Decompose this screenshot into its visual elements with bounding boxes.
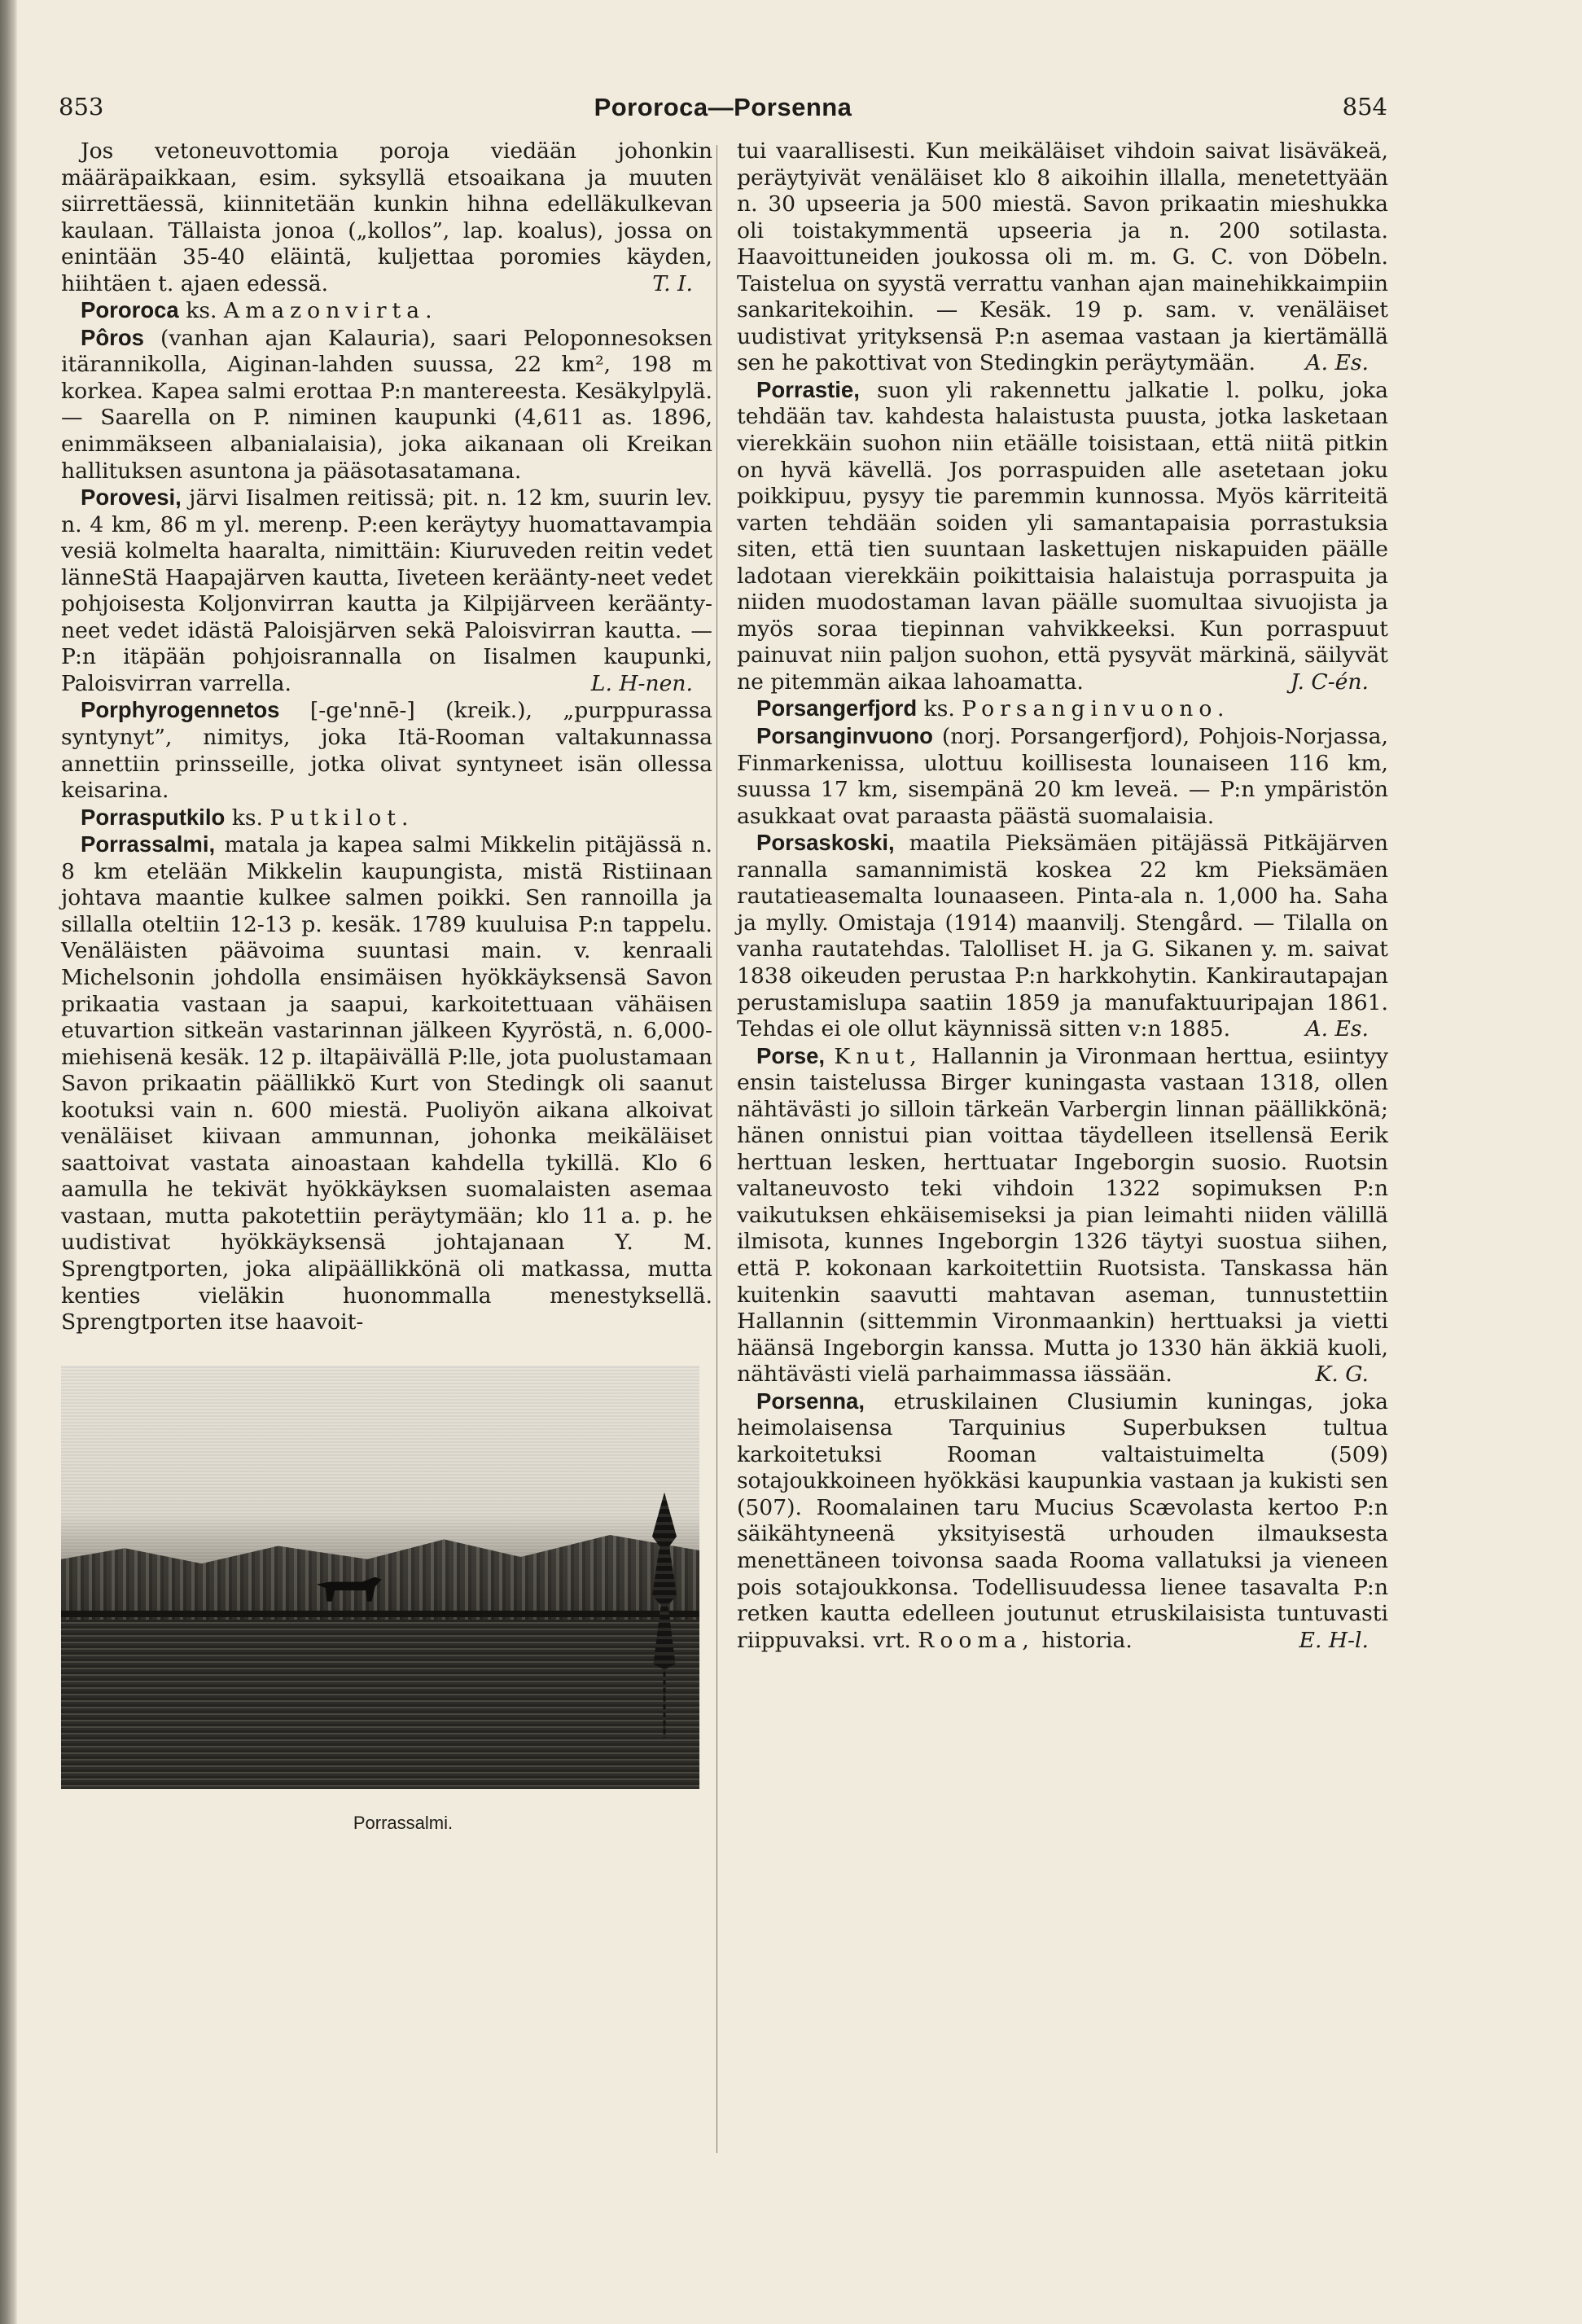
left-column [61, 138, 712, 1836]
cross-reference: Amazonvirta. [223, 298, 438, 324]
entry-porse [737, 1043, 1388, 1388]
photo-water [61, 1620, 699, 1789]
entry-text: suon yli rakennettu jalkatie l. polku, joka tehdään tav. kahdesta halaistusta puusta, jotka lasketaan vierekkäin suohon niin etäälle toisistaan, että niitä pitkin on hyvä kävellä. Jos porraspuiden alle asetetaan joku poikkipuu, pysyy tie paremmin kunnossa. Myös kärriteitä varten tehdään soiden yli samantapaisia porrastuksia siten, että tien suuntaan laskettujen niskapuiden päälle ladotaan vierekkäin poikittaisia halaistuja porraspuita ja niiden muodostaman lavan päälle suomultaa sivuojista ja myös soraa tiepinnan vahvikkeeksi. Kun porraspuut painuvat niin paljon suohon, että pysyvät märkinä, säilyvät ne pitemmän aikaa lahoamatta. [737, 377, 1388, 695]
see-also-ks: ks. [186, 298, 217, 324]
book-binding-edge [0, 0, 18, 2324]
photo-caption: Porrassalmi. [353, 1812, 454, 1833]
entry-porovesi [61, 485, 712, 697]
page-number-left: 853 [59, 93, 104, 121]
entry-porsenna [737, 1388, 1388, 1654]
entry-text: (norj. Porsangerfjord), Pohjois-Norjassa, Finmarkenissa, ulottuu koillisesta lounaiseen 116 km, suussa 17 km, sisempänä 20 km leveä. — P:n ympäristön asukkaat ovat paraasta päästä suomalaisia. [737, 724, 1388, 829]
entry-jos [61, 138, 712, 297]
see-also-ks: ks. [231, 805, 263, 831]
right-column [737, 138, 1388, 1654]
cross-reference: Putkilot. [270, 805, 414, 831]
porrassalmi-photograph [61, 1366, 699, 1789]
photo-bridge [61, 1611, 699, 1617]
cross-reference: Porsanginvuono. [962, 696, 1230, 722]
signature: T. I. [652, 270, 693, 296]
page-title: Pororoca—Porsenna [594, 93, 852, 121]
entry-porsaskoski [737, 830, 1388, 1042]
entry-text: järvi Iisalmen reitissä; pit. n. 12 km, suurin lev. n. 4 km, 86 m yl. merenp. P:een keräytyy huomattavampia vesiä kolmelta haaralta, nimittäin: Kiuruveden reitin vedet länneStä Haapajärven kautta, Iiveteen keräänty-neet vedet pohjoisesta Koljonvirran kautta ja Kilpijärveen keräänty-neet vedet idästä Paloisjärven sekä Paloisvirran kautta. — P:n itäpään pohjoisrannalla on Iisalmen kaupunki, Paloisvirran varrella. [61, 485, 712, 696]
headword: Porse, [756, 1042, 826, 1068]
headword: Porrastie, [756, 376, 860, 402]
entry-pororoca [61, 297, 712, 325]
headword: Porsanginvuono [756, 723, 933, 749]
entry-porsangerfjord [737, 695, 1388, 723]
headword: Porsangerfjord [756, 695, 918, 721]
entry-text: tui vaarallisesti. Kun meikäläiset vihdoin saivat lisäväkeä, peräytyivät venäläiset klo 8 aikoihin illalla, menetettyään n. 30 upseeria ja 500 miestä. Savon prikaatin mieshukka oli toistakymmentä upseeria ja n. 200 sotilasta. Haavoittuneiden joukossa oli m. m. G. C. von Döbeln. Taistelua on syystä verrattu vanhan ajan mainehikkaimpiin sankaritekoihin. — Kesäk. 19 p. sam. v. venäläiset uudistivat yrityksensä P:n asemaa vastaan ja kiertämällä sen he pakottivat von Stedingkin peräytymään. [737, 138, 1388, 376]
entry-porphyrogennetos [61, 697, 712, 804]
entry-jos-text: Jos vetoneuvottomia poroja viedään johonkin määräpaikkaan, esim. syksyllä etsoaikana ja muuten siirrettäessä, kiinnitetään kunkin hihna edelläkulkevan kaulaan. Tällaista jonoa („kollos”, lap. koalus), jossa on enintään 35-40 eläintä, kuljettaa poromies käyden, hiihtäen t. ajaen edessä. [61, 138, 712, 296]
entry-text: [-ge'nnē-] (kreik.), „purppurassa syntynyt”, nimitys, joka Itä-Rooman valtakunnassa annettiin prinsseille, jotka olivat syntyneet isän ollessa keisarina. [61, 698, 712, 804]
entry-text: matala ja kapea salmi Mikkelin pitäjässä n. 8 km etelään Mikkelin kaupungista, mistä Ristiinaan johtava maantie kulkee salmen poikki. Sen rannoilla ja sillalla oteltiin 12-13 p. kesäk. 1789 kuuluisa P:n tappelu. Venäläisten päävoima suuntasi main. v. kenraali Michelsonin johdolla ensimäisen hyökkäyksensä Savon prikaatia vastaan ja saapui, karkoitettuaan vähäisen etuvartion sitkeän vastarinnan jälkeen Kyyröstä, n. 6,000-miehisenä kesäk. 12 p. iltapäivällä P:lle, jota puolustamaan Savon prikaatin päällikkö Kurt von Stedingk oli saanut kootuksi vain n. 600 miestä. Puoliyön aikana alkoivat venäläiset kiivaan ammunnan, johonka meikäläiset saattoivat vastata ainoastaan kahdella tykillä. Klo 6 aamulla he tekivät hyökkäyksen suomalaisten asemaa vastaan, mutta pakotettiin peräytymään; klo 11 a. p. he uudistivat hyökkäyksensä johtajanaan Y. M. Sprengtporten, joka alipäällikkönä oli matkassa, mutta kenties vieläkin huonommalla menestyksellä. Sprengtporten itse haavoit- [61, 832, 712, 1335]
entry-porrassalmi-continued [737, 138, 1388, 377]
entry-porrasputkilo [61, 805, 712, 832]
signature: K. G. [1315, 1362, 1369, 1388]
headword: Pororoca [81, 297, 179, 323]
entry-text: Hallannin ja Vironmaan herttua, esiintyy ensin taistelussa Birger kuningasta vastaan 1318, ollen nähtävästi jo silloin tärkeän Varbergin linnan päällikkönä; hänen onnistui pian voittaa täydelleen itsellensä Eerik herttuan lesken, herttuatar Ingeborgin suosio. Ruotsin valtaneuvosto teki vihdoin 1322 sopimuksen P:n vaikutuksen ehkäisemiseksi ja pian leimahti niiden välillä ilmisota, kunnes Ingeborgin 1326 täytyi suostua siihen, että P. kokonaan karkoitettiin Ruotsista. Tanskassa hän kuitenkin saavutti mahtavan aseman, tunnustettiin Hallannin (sittemmin Vironmaankin) herttuaksi ja vietti häänsä Ingeborgin kanssa. Mutta jo 1330 hän äkkiä kuoli, nähtävästi vielä parhaimmassa iässään. [737, 1043, 1388, 1388]
entry-text: maatila Pieksämäen pitäjässä Pitkäjärven rannalla samannimistä koskea 22 km Pieksämäen rautatieasemalta lounaaseen. Pinta-ala n. 1,000 ha. Saha ja mylly. Omistaja (1914) maanvilj. Stengård. — Tilalla on vanha rautatehdas. Talolliset H. ja G. Sikanen y. m. saivat 1838 oikeuden perustaa P:n harkkohytin. Kankirautapajan perustamislupa saatiin 1859 ja manufaktuuripajan 1861. Tehdas ei ole ollut käynnissä sitten v:n 1885. [737, 831, 1388, 1042]
photo-sky [61, 1366, 699, 1560]
signature: L. H-nen. [590, 670, 693, 696]
person-name: Knut, [834, 1043, 922, 1069]
entry-text: (vanhan ajan Kalauria), saari Peloponnesoksen itärannikolla, Aiginan-lahden suussa, 22 km², 198 m korkea. Kapea salmi erottaa P:n mantereesta. Kesäkylpylä. — Saarella on P. niminen kaupunki (4,611 as. 1896, enimmäkseen albanialaisia), joka aikanaan oli Kreikan hallituksen asuntona ja pääsotasatamana. [61, 325, 712, 484]
signature: A. Es. [1305, 350, 1369, 376]
headword: Pôros [81, 324, 144, 350]
headword: Porovesi, [81, 485, 182, 511]
headword: Porsenna, [756, 1388, 865, 1414]
entry-porrastie [737, 377, 1388, 696]
signature: J. C-én. [1290, 669, 1369, 695]
entry-poros [61, 325, 712, 485]
cross-reference: historia. [1041, 1627, 1133, 1653]
headword: Porphyrogennetos [81, 697, 280, 723]
cross-reference: Rooma, [918, 1627, 1035, 1653]
page-number-right: 854 [1342, 93, 1387, 121]
signature: E. H-l. [1299, 1627, 1369, 1653]
entry-porrassalmi [61, 831, 712, 1335]
entry-porsanginvuono [737, 723, 1388, 830]
entry-text: etruskilainen Clusiumin kuningas, joka heimolaisensa Tarquinius Superbuksen tultua karkoitetuksi Rooman valtaistuimelta (509) sotajoukkoineen hyökkäsi kaupunkia vastaan ja kukisti sen (507). Roomalainen taru Mucius Scævolasta kertoo P:n säikähtyneenä yksityisestä urhouden ilmauksesta menettäneen toivonsa saada Rooma vallatuksi ja vieneen pois sotajoukkonsa. Todellisuudessa lienee tasavalta P:n retken kautta edelleen joutunut etruskilaisista tuntuvasti riippuvaksi. vrt. [737, 1388, 1388, 1653]
headword: Porsaskoski, [756, 830, 895, 856]
see-also-ks: ks. [923, 696, 955, 722]
signature: A. Es. [1305, 1016, 1369, 1042]
headword: Porrassalmi, [81, 831, 216, 857]
running-head [59, 93, 1387, 129]
headword: Porrasputkilo [81, 804, 226, 830]
